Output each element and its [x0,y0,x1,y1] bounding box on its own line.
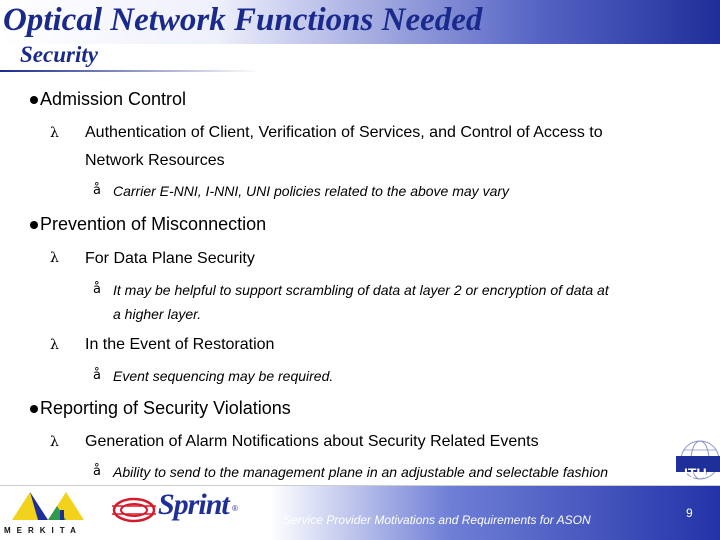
lambda-bullet: λ [50,250,59,266]
bullet-admission-control: Admission Control [40,89,187,109]
merkita-logo-text: MERKITA [4,526,82,535]
footer-caption: Service Provider Motivations and Requirements for ASON [283,513,591,527]
note-scrambling-line1: It may be helpful to support scrambling of data at layer 2 or encryption of data at [113,282,609,298]
slide-title: Optical Network Functions Needed [3,2,483,38]
subtitle-underline [0,70,260,72]
lambda-bullet: λ [50,125,59,141]
registered-mark: ® [232,504,238,513]
sub-alarm-notifications: Generation of Alarm Notifications about Security Related Events [85,433,539,450]
lambda-bullet: λ [50,337,59,353]
note-event-sequencing: Event sequencing may be required. [113,368,334,384]
bullet-dot [30,96,38,104]
bullet-reporting-violations: Reporting of Security Violations [40,398,291,418]
bullet-prevention-misconnection: Prevention of Misconnection [40,214,267,234]
sub-authentication-line2: Network Resources [85,152,225,169]
lambda-bullet: λ [50,434,59,450]
sub-event-restoration: In the Event of Restoration [85,336,275,353]
note-scrambling-line2: a higher layer. [113,306,202,322]
note-bullet: å [93,183,101,198]
note-bullet: å [93,368,101,383]
itu-logo-text: ITU [684,465,707,481]
bullet-dot [30,405,38,413]
slide-subtitle: Security [20,42,98,67]
sub-data-plane-security: For Data Plane Security [85,250,255,267]
sprint-logo-text: Sprint [158,488,229,521]
note-bullet: å [93,282,101,297]
sub-authentication-line1: Authentication of Client, Verification of Services, and Control of Access to [85,124,603,141]
note-carrier-policies: Carrier E-NNI, I-NNI, UNI policies related to the above may vary [113,183,510,199]
note-bullet: å [93,464,101,479]
note-management-plane: Ability to send to the management plane in an adjustable and selectable fashion [113,464,609,480]
bullet-dot [30,221,38,229]
page-number: 9 [686,506,693,520]
